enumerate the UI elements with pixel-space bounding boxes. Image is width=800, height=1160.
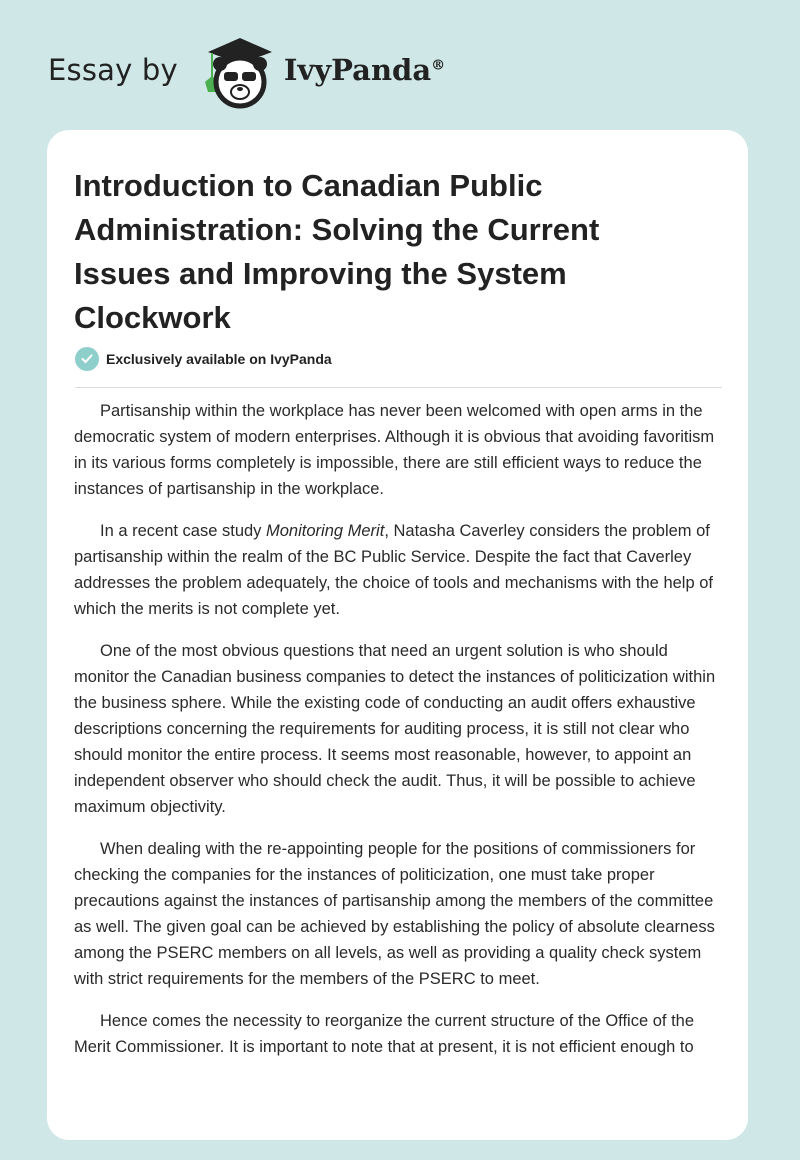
badge-text: Exclusively available on IvyPanda [106, 351, 332, 367]
site-header [48, 30, 445, 110]
registered-mark: ® [431, 57, 446, 74]
divider [75, 387, 722, 388]
paragraph: One of the most obvious questions that need an urgent solution is who should monitor the Canadian business companies to detect the instances of politicization within the business sphere. While the existing code of conducting an audit offers exhaustive descriptions concerning the requirements for auditing process, it is still not clear who should monitor the entire process. It seems most reasonable, however, to appoint an independent observer who should check the audit. Thus, it will be possible to achieve maximum objectivity. [74, 642, 716, 816]
paragraph: When dealing with the re-appointing people for the positions of commissioners for checking the companies for the instances of politicization, one must take proper precautions against the instances of partisanship among the members of the committee as well. The given goal can be achieved by establishing the policy of absolute clearness among the PSERC members on all levels, as well as providing a quality check system with strict requirements for the members of the PSERC to meet. [74, 840, 715, 988]
ivypanda-logo-icon[interactable] [196, 30, 282, 110]
paragraph: Hence comes the necessity to reorganize the current structure of the Office of the Merit Commissioner. It is important to note that at present, it is not efficient enough to [74, 1012, 694, 1056]
exclusive-badge [75, 347, 332, 371]
case-study-title: Monitoring Merit [266, 522, 385, 540]
essay-by-label: Essay by [48, 53, 178, 87]
essay-body [74, 398, 724, 1076]
brand-name[interactable] [284, 53, 445, 87]
paragraph-text: , Natasha Caverley considers the problem of partisanship within the realm of the BC Public Service. Despite the fact that Caverley addresses the problem adequately, the choice of tools and mechanisms with the help of which the merits is not complete yet. [74, 522, 713, 618]
paragraph-text: In a recent case study [100, 522, 267, 540]
brand-text: IvyPanda [283, 53, 432, 87]
check-circle-icon [75, 347, 99, 371]
paragraph [74, 518, 724, 622]
paragraph: Partisanship within the workplace has never been welcomed with open arms in the democratic system of modern enterprises. Although it is obvious that avoiding favoritism in its various forms completely is impossible, there are still efficient ways to reduce the instances of partisanship in the workplace. [74, 402, 715, 498]
essay-title: Introduction to Canadian Public Administration: Solving the Current Issues and Improving the System Clockwork [74, 168, 600, 335]
essay-card [47, 130, 748, 1140]
